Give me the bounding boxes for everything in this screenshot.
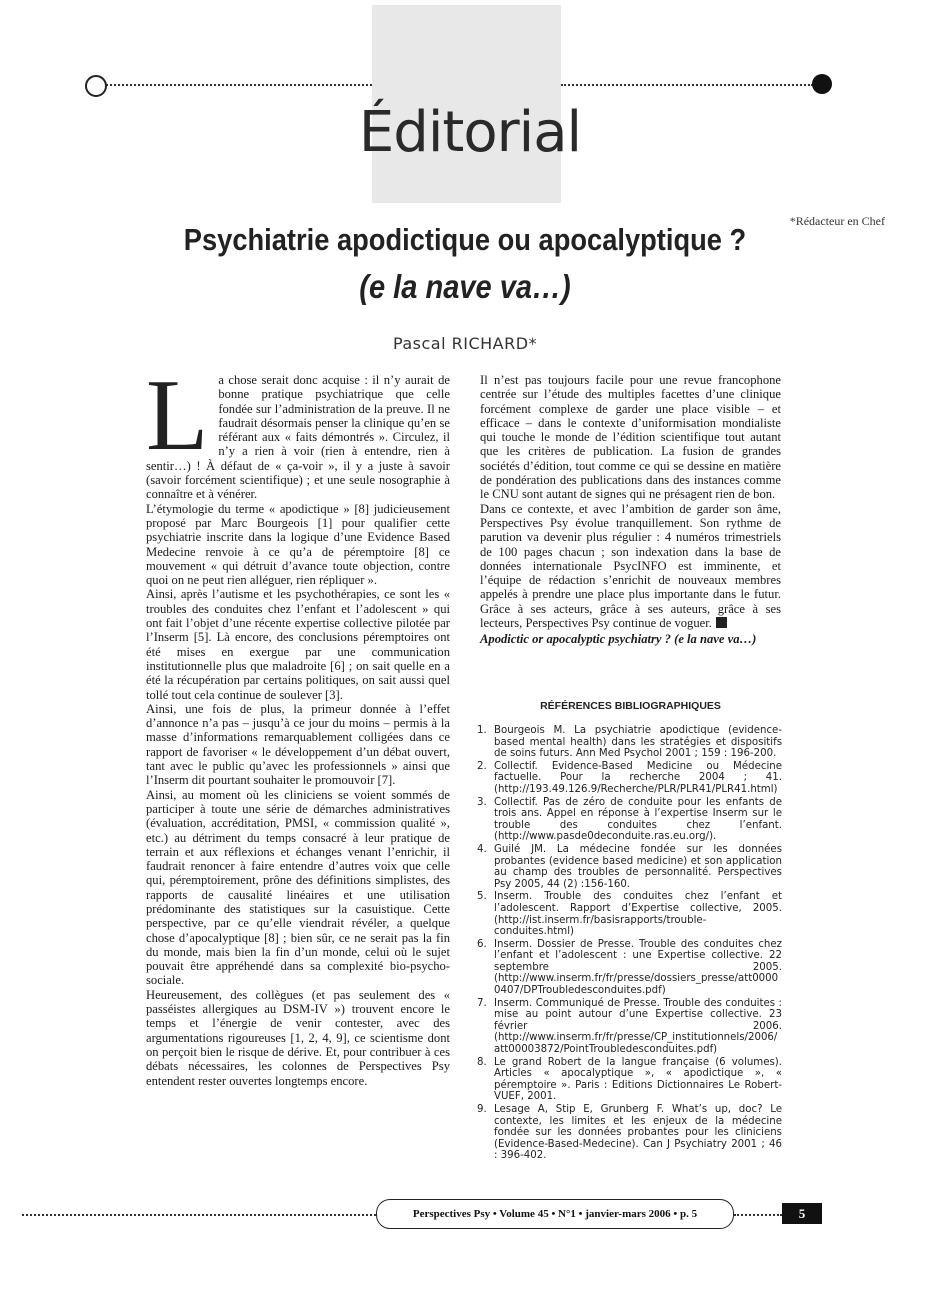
article-title: Psychiatrie apodictique ou apocalyptique ?	[183, 222, 747, 257]
section-title: Éditorial	[358, 100, 582, 165]
end-mark	[716, 617, 727, 628]
paragraph: Ainsi, une fois de plus, la primeur donnée à l’effet d’annonce n’a pas – jusqu’à ce jour du moins – permis à la masse d’informations remarquablement colligées dans ce rapport de favoriser « le développement d’un débat ouvert, tant avec le public qu’avec les professionnels » ainsi que l’Inserm dit pourtant souhaiter le promouvoir [7].	[146, 701, 450, 788]
footer-dotted-rule-right	[734, 1214, 782, 1216]
header-dotted-rule-right	[561, 84, 813, 86]
reference-item: 9. Lesage A, Stip E, Grunberg F. What’s up, doc? Le contexte, les limites et les enjeux de la médecine fondée sur les données probantes pour les cliniciens (Evidence-Based-Medecine). Can J Psychiatry 2001 ; 46 : 396-402.	[477, 1104, 782, 1162]
references-heading: RÉFÉRENCES BIBLIOGRAPHIQUES	[540, 700, 721, 712]
reference-item: 1. Bourgeois M. La psychiatrie apodictique (evidence-based mental health) dans les stratégies et dispositifs de soins futurs. Ann Med Psychol 2001 ; 159 : 196-200.	[477, 725, 782, 760]
paragraph: Il n’est pas toujours facile pour une revue francophone centrée sur l’étude des multiples facettes d’une clinique forcément complexe de garder une place visible – et efficace – dans le contexte d’uniformisation mondialiste qui touche le monde de l’édition scientifique tout autant que les critères de publication. La fusion de grandes sociétés d’édition, tout comme ce qui se dessine en matière de pondération des publications dans des instances comme le CNU sont autant de signes qui ne présagent rien de bon.	[480, 373, 781, 502]
footer-journal-info: Perspectives Psy • Volume 45 • N°1 • janvier-mars 2006 • p. 5	[376, 1199, 734, 1229]
paragraph: a chose serait donc acquise : il n’y aurait de bonne pratique psychiatrique que celle fondée sur l’administration de la preuve. Il ne faudrait désormais penser la clinique qu’en se référant aux « faits démontrés ». Circulez, il n’y a rien à voir (rien à entendre, rien à sentir…) ! À défaut de « ça-voir », il y a juste à savoir (savoir forcément scientifique) ; et une seule nosographie à connaître et à vénérer.	[146, 373, 450, 502]
paragraph: Ainsi, après l’autisme et les psychothérapies, ce sont les « troubles des conduites chez l’enfant et l’adolescent » qui ont fait l’objet d’une récente expertise collective pilotée par l’Inserm [5]. Là encore, des conclusions péremptoires ont été mises en exergue par une communication institutionnelle plus que maladroite [6] ; on sait quelle en a été la récupération par certains politiques, on sait aussi quel tollé tout cela continue de soulever [3].	[146, 587, 450, 702]
reference-item: 2. Collectif. Evidence-Based Medicine ou Médecine factuelle. Pour la recherche 2004 ; 41. (http://193.49.126.9/Recherche/PLR/PLR41/PLR41.html)	[477, 760, 782, 795]
editor-footnote: *Rédacteur en Chef	[789, 214, 885, 228]
page-number: 5	[782, 1203, 822, 1224]
paragraph: Ainsi, au moment où les cliniciens se voient sommés de participer à toute une série de démarches administratives (évaluation, accréditation, PMSI, « commission qualité », etc.) au détriment du temps consacré à leur pratique de terrain et aux réflexions et échanges venant l’enrichir, il faudrait renoncer à faire entendre d’autres voix que celle qui, péremptoirement, prône des définitions simplistes, des rapports de causalité linéaires et une utilisation prédominante des statistiques sur la casuistique. Cette perspective, par ce qu’elle viendrait révéler, a quelque chose d’apocalyptique [8] ; bien sûr, ce ne serait pas la fin du monde, mais bien la fin d’un monde, celui où le sujet pouvait être appréhendé dans sa complexité bio-psycho-sociale.	[146, 787, 450, 988]
paragraph: L’étymologie du terme « apodictique » [8] judicieusement proposé par Marc Bourgeois [1] pour qualifier cette psychiatrie inscrite dans la logique d’une Evidence Based Medecine renvoie à ce qu’a de péremptoire [8] ce mouvement « qui détruit d’avance toute objection, contre quoi on ne peut rien alléguer, rien répliquer ».	[146, 501, 450, 588]
open-circle-ornament	[85, 75, 107, 97]
english-title: Apodictic or apocalyptic psychiatry ? (e la nave va…)	[480, 632, 757, 647]
article-author: Pascal RICHARD*	[392, 334, 538, 353]
paragraph: Heureusement, des collègues (et pas seulement des « passéistes allergiques au DSM-IV ») trouvent encore le temps et l’énergie de venir contester, avec des argumentations rigoureuses [1, 2, 4, 9], ce scientisme dont on perçoit bien le risque de dérive. Et, pour contribuer à ces débats nécessaires, les colonnes de Perspectives Psy entendent rester ouvertes longtemps encore.	[146, 987, 450, 1088]
footer-dotted-rule-left	[22, 1214, 376, 1216]
reference-item: 3. Collectif. Pas de zéro de conduite pour les enfants de trois ans. Appel en réponse à l’expertise Inserm sur le trouble des conduites chez l’enfant. (http://www.pasde0deconduite.ras.eu.org/).	[477, 796, 782, 843]
reference-item: 6. Inserm. Dossier de Presse. Trouble des conduites chez l’enfant et l’adolescent : une Expertise collective. 22 septembre 2005. (http://www.inserm.fr/fr/presse/dossiers_presse/att00000407/DPTroubledesconduites.pdf)	[477, 938, 782, 997]
reference-item: 7. Inserm. Communiqué de Presse. Trouble des conduites : mise au point autour d’une Expertise collective. 23 février 2006. (http://www.inserm.fr/fr/presse/CP_institutionnels/2006/att00003872/PointTroubledesconduites.pdf)	[477, 997, 782, 1056]
header-dotted-rule-left	[103, 84, 372, 86]
right-column	[480, 373, 781, 647]
reference-item: 8. Le grand Robert de la langue française (6 volumes). Articles « apocalyptique », « apodictique », « péremptoire ». Paris : Editions Dictionnaires Le Robert-VUEF, 2001.	[477, 1056, 782, 1103]
reference-item: 4. Guilé JM. La médecine fondée sur les données probantes (evidence based medicine) et son application au champ des troubles de personnalité. Perspectives Psy 2005, 44 (2) :156-160.	[477, 843, 782, 890]
filled-circle-ornament	[812, 74, 832, 94]
article-subtitle: (e la nave va…)	[359, 268, 571, 305]
paragraph-last	[480, 502, 781, 631]
left-column	[146, 359, 450, 1088]
paragraph-text: Dans ce contexte, et avec l’ambition de garder son âme, Perspectives Psy évolue tranquillement. Son rythme de parution va devenir plus régulier : 4 numéros trimestriels de 100 pages chacun ; son indexation dans la base de données internationale PsycINFO est imminente, et l’équipe de rédaction s’enrichit de nouveaux membres appelés à prendre une place plus importante dans le futur. Grâce à ses acteurs, grâce à ses auteurs, grâce à ses lecteurs, Perspectives Psy continue de voguer.	[480, 501, 781, 631]
drop-cap: L	[146, 359, 209, 472]
reference-item: 5. Inserm. Trouble des conduites chez l’enfant et l’adolescent. Rapport d’Expertise collective, 2005. (http://ist.inserm.fr/basisrapports/trouble-conduites.html)	[477, 891, 782, 938]
references-list	[477, 725, 782, 1163]
